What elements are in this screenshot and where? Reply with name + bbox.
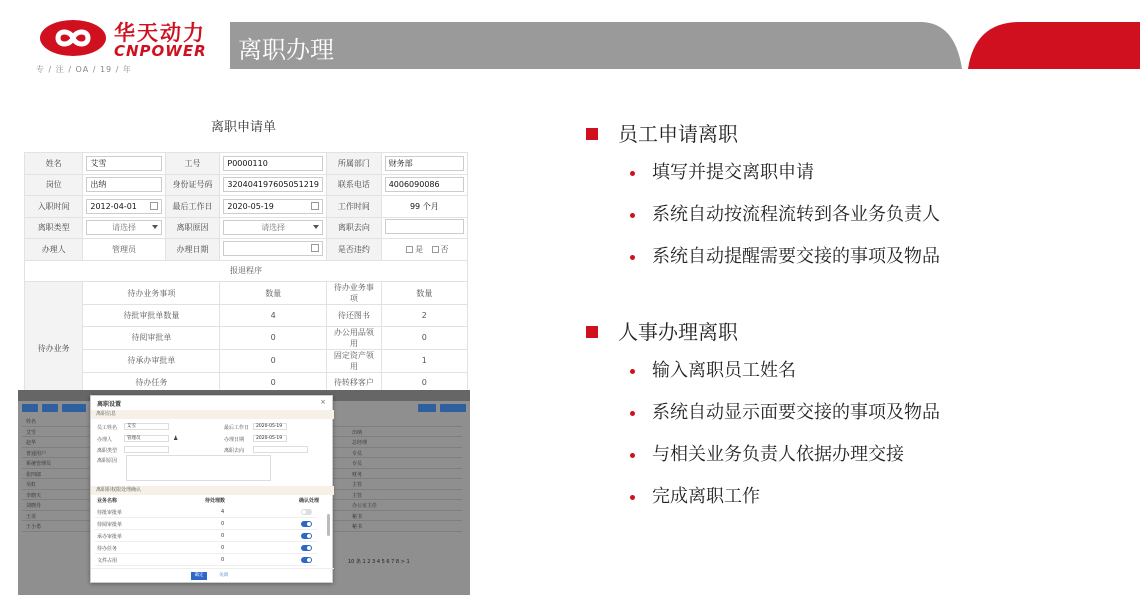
dot-bullet-icon: [630, 495, 635, 500]
list-item-text: 输入离职员工姓名: [652, 360, 796, 381]
form-label: 是否违约: [327, 239, 382, 261]
section-header: 报退程序: [25, 260, 468, 282]
list-item-text: 系统自动显示面要交接的事项及物品: [652, 402, 940, 423]
dot-bullet-icon: [630, 453, 635, 458]
list-item-name: 姓名: [26, 419, 37, 425]
resign-reason-textarea[interactable]: [126, 455, 271, 481]
item-name: 办公用品领用: [327, 326, 382, 349]
column-header: 待处理数: [205, 498, 226, 504]
dialog-title: 离职设置: [97, 401, 122, 408]
close-button[interactable]: 关闭: [219, 573, 228, 578]
phone-field[interactable]: 4006090086: [385, 177, 464, 192]
list-item: [586, 392, 1126, 434]
dot-bullet-icon: [630, 255, 635, 260]
list-item: [586, 350, 1126, 392]
list-item: [586, 236, 1126, 278]
section-heading-text: 人事办理离职: [618, 320, 738, 344]
form-label: 岗位: [25, 174, 83, 196]
dot-bullet-icon: [630, 411, 635, 416]
column-header: 数量: [220, 282, 327, 305]
name-field[interactable]: 艾雪: [86, 156, 161, 171]
list-item-name: 艾雪: [26, 429, 37, 436]
app-search-button[interactable]: [418, 404, 436, 412]
field-label: 离职去向: [224, 448, 245, 454]
list-item-name: 吴虹: [26, 482, 37, 488]
column-header: 业务名称: [97, 498, 118, 504]
item-count: 0: [381, 326, 467, 349]
calendar-icon[interactable]: [150, 202, 158, 210]
department-field[interactable]: 财务部: [385, 156, 464, 171]
close-icon[interactable]: ×: [320, 398, 326, 406]
dot-bullet-icon: [630, 213, 635, 218]
form-label: 离职去向: [327, 217, 382, 239]
table-row: [95, 506, 317, 518]
list-item-position: 秘书: [352, 513, 363, 520]
employee-id-field[interactable]: P0000110: [223, 156, 323, 171]
table-row: [25, 305, 468, 327]
item-count: 0: [220, 372, 327, 394]
dropdown-arrow-icon: [152, 225, 158, 229]
list-item-position: 办公室主任: [352, 503, 378, 509]
logo-english-name: CNPOWER: [114, 42, 207, 60]
table-row: [25, 349, 468, 372]
employee-name-input[interactable]: 艾雪: [124, 423, 169, 430]
dialog-section-info: 离职信息: [91, 410, 334, 419]
list-item-position: 总经理: [352, 440, 368, 446]
confirm-toggle[interactable]: [301, 545, 312, 551]
last-workday-field[interactable]: [223, 199, 323, 214]
item-name: 待阅审批单: [83, 326, 220, 349]
list-item-name: 王美: [26, 513, 37, 520]
item-count: 4: [220, 305, 327, 327]
work-duration-value: 99 个月: [381, 196, 467, 218]
form-label: 办理日期: [165, 239, 220, 261]
square-bullet-icon: [586, 128, 598, 140]
title-bar-shape: [230, 22, 1140, 69]
column-header: 确认处理: [299, 498, 320, 504]
resign-settings-dialog: [90, 395, 333, 583]
entry-date-value: 2012-04-01: [90, 201, 137, 211]
business-name: 待办任务: [97, 546, 118, 552]
title-bar: [230, 22, 1140, 69]
column-header: 数量: [381, 282, 467, 305]
list-item-name: 系统管理员: [26, 461, 52, 467]
dot-bullet-icon: [630, 171, 635, 176]
resign-destination-input[interactable]: [253, 446, 308, 453]
list-item: [586, 194, 1126, 236]
section-heading-text: 员工申请离职: [618, 122, 738, 146]
list-item: [586, 476, 1126, 518]
app-toolbar-button[interactable]: [42, 404, 58, 412]
item-count: 0: [220, 326, 327, 349]
calendar-icon[interactable]: [311, 202, 319, 210]
calendar-icon[interactable]: [311, 244, 319, 252]
list-item-text: 系统自动按流程流转到各业务负责人: [652, 204, 940, 225]
handle-date-field[interactable]: [223, 241, 323, 256]
list-item-position: 出纳: [352, 429, 363, 436]
handle-date-input[interactable]: 2020-05-19: [253, 435, 287, 442]
company-logo: [30, 12, 220, 82]
table-row: [95, 542, 317, 554]
item-name: 待办任务: [83, 372, 220, 394]
resign-reason-select[interactable]: [223, 220, 323, 235]
form-label: 离职类型: [25, 217, 83, 239]
section-heading: [586, 314, 1126, 350]
pending-count: 4: [221, 509, 225, 515]
page-title: 离职办理: [238, 36, 334, 64]
list-item-text: 系统自动提醒需要交接的事项及物品: [652, 246, 940, 267]
form-label: 姓名: [25, 153, 83, 175]
form-label: 办理人: [25, 239, 83, 261]
checkbox-label: 否: [440, 244, 449, 254]
list-item-name: 王小勇: [26, 524, 42, 530]
business-name: 待阅审批单: [97, 522, 123, 528]
item-name: 待承办审批单: [83, 349, 220, 372]
user-picker-icon[interactable]: ♟: [173, 435, 179, 442]
square-bullet-icon: [586, 326, 598, 338]
pending-count: 0: [221, 545, 225, 551]
dot-bullet-icon: [630, 369, 635, 374]
pending-count: 0: [221, 557, 225, 563]
confirm-toggle[interactable]: [301, 533, 312, 539]
dialog-footer: [91, 568, 334, 582]
handler-input[interactable]: 管理员: [124, 435, 169, 442]
table-row: [25, 326, 468, 349]
confirm-toggle[interactable]: [301, 557, 312, 563]
list-item-position: 主管: [352, 482, 363, 488]
logo-slogan: 专 / 注 / OA / 19 / 年: [36, 65, 132, 74]
list-item-position: 财务: [352, 471, 363, 478]
resign-destination-field[interactable]: [385, 219, 464, 234]
app-toolbar-button[interactable]: [62, 404, 86, 412]
item-name: 待转移客户: [327, 372, 382, 394]
form-label: 联系电话: [327, 174, 382, 196]
list-item: [586, 434, 1126, 476]
pending-count: 0: [221, 533, 225, 539]
infinity-logo-icon: [38, 18, 108, 58]
list-item-position: 主管: [352, 492, 363, 499]
breach-yes-checkbox[interactable]: [406, 246, 413, 253]
list-item-position: 专员: [352, 450, 363, 457]
table-row: [95, 530, 317, 542]
field-label: 离职原因: [97, 458, 118, 464]
handler-value: 管理员: [83, 239, 165, 261]
select-placeholder: 请选择: [112, 223, 137, 233]
resignation-form-table: [24, 152, 468, 416]
id-number-field[interactable]: 320404197605051219: [223, 177, 323, 192]
list-item-text: 完成离职工作: [652, 486, 760, 507]
entry-date-field[interactable]: [86, 199, 161, 214]
form-label: 工号: [165, 153, 220, 175]
item-name: 固定资产领用: [327, 349, 382, 372]
form-label: 身份证号码: [165, 174, 220, 196]
app-toolbar-button[interactable]: [22, 404, 38, 412]
form-label: 所属部门: [327, 153, 382, 175]
list-item-name: 张四郎: [26, 471, 42, 478]
select-placeholder: 请选择: [261, 223, 286, 233]
list-item-name: 普通用户: [26, 450, 47, 457]
item-count: 1: [381, 349, 467, 372]
list-item-text: 与相关业务负责人依据办理交接: [652, 444, 904, 465]
last-workday-input[interactable]: 2020-05-19: [253, 423, 287, 430]
form-label: 入职时间: [25, 196, 83, 218]
item-count: 0: [220, 349, 327, 372]
field-label: 办理人: [97, 437, 113, 443]
logo-chinese-name: 华天动力: [114, 21, 206, 45]
resign-type-select[interactable]: [86, 220, 161, 235]
dialog-section-permissions: 离职职权限处理确认: [91, 486, 334, 495]
last-workday-value: 2020-05-19: [227, 201, 274, 211]
item-count: 2: [381, 305, 467, 327]
dropdown-arrow-icon: [313, 225, 319, 229]
list-item: [586, 152, 1126, 194]
confirm-toggle[interactable]: [301, 509, 312, 515]
confirm-toggle[interactable]: [301, 521, 312, 527]
list-item-name: 李晓天: [26, 492, 42, 499]
list-item-position: 专员: [352, 461, 363, 467]
business-name: 待批审批单: [97, 510, 123, 516]
column-header: 待办业务事项: [83, 282, 220, 305]
form-title: 离职申请单: [211, 120, 277, 135]
field-label: 员工姓名: [97, 425, 118, 431]
process-bullets: [586, 116, 1126, 518]
item-name: 待批审批单数量: [83, 305, 220, 327]
item-count: 0: [381, 372, 467, 394]
business-name: 承办审批单: [97, 534, 123, 540]
field-label: 办理日期: [224, 437, 245, 443]
confirm-button[interactable]: 确定: [191, 572, 207, 580]
field-label: 最后工作日: [224, 425, 250, 431]
resign-type-input[interactable]: [124, 446, 169, 453]
app-advanced-search-button[interactable]: [440, 404, 466, 412]
form-label: 工作时间: [327, 196, 382, 218]
list-item-name: 刘晓丹: [26, 503, 42, 509]
position-field[interactable]: 出纳: [86, 177, 161, 192]
list-item-name: 赵华: [26, 440, 37, 446]
checkbox-label: 是: [415, 244, 424, 254]
dialog-scrollbar[interactable]: [327, 514, 330, 536]
form-label: 离职原因: [165, 217, 220, 239]
table-row: [95, 518, 317, 530]
breach-no-checkbox[interactable]: [432, 246, 439, 253]
list-item-text: 填写并提交离职申请: [652, 162, 814, 183]
item-name: 待还图书: [327, 305, 382, 327]
form-label: 最后工作日: [165, 196, 220, 218]
pending-count: 0: [221, 521, 225, 527]
group-label: 待办业务: [25, 282, 83, 416]
section-heading: [586, 116, 1126, 152]
list-item-position: 秘书: [352, 524, 363, 530]
field-label: 离职类型: [97, 448, 118, 454]
column-header: 待办业务事项: [327, 282, 382, 305]
table-row: [95, 554, 317, 566]
business-name: 文件占用: [97, 558, 118, 564]
pagination[interactable]: 10 条 1 2 3 4 5 6 7 8 > 1: [348, 559, 410, 565]
